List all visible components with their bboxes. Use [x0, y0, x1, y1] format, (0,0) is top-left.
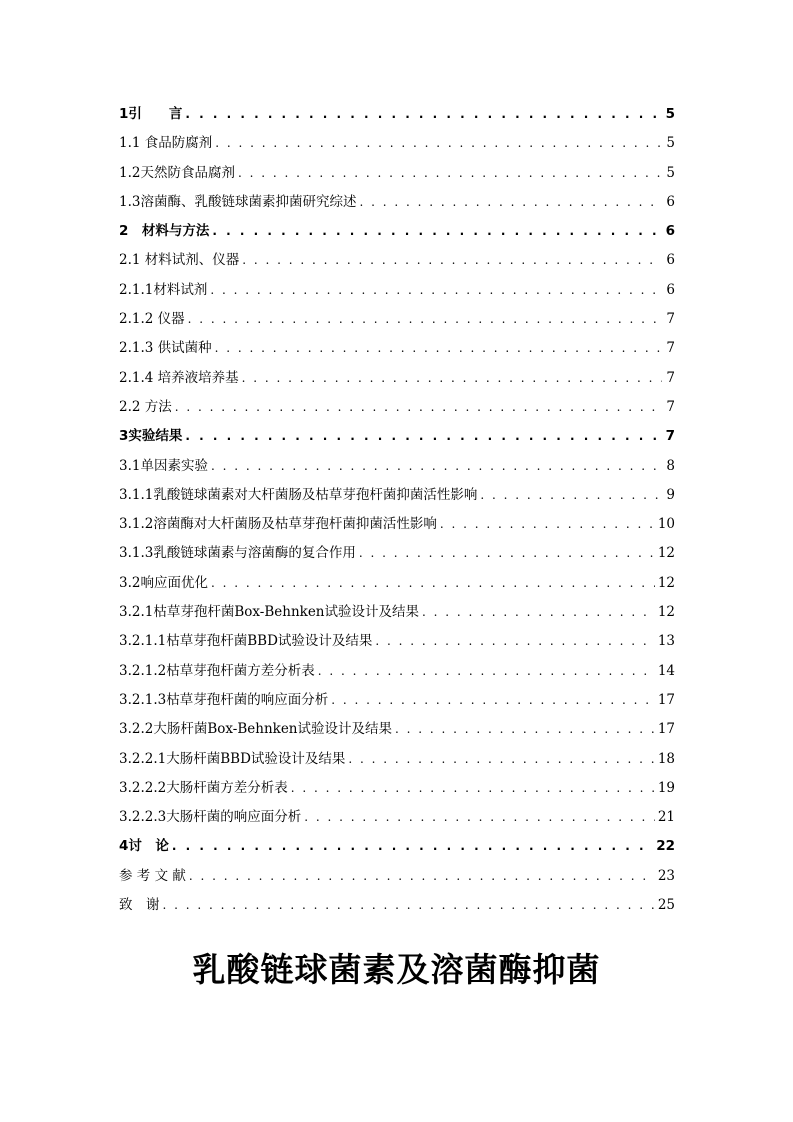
toc-entry[interactable] — [119, 393, 675, 422]
toc-entry[interactable] — [119, 129, 675, 158]
toc-entry[interactable] — [119, 276, 675, 305]
toc-entry-label: 3.1.3乳酸链球菌素与溶菌酶的复合作用 — [119, 545, 356, 562]
toc-entry[interactable] — [119, 217, 675, 246]
table-of-contents — [119, 100, 675, 920]
toc-dot-leader — [359, 188, 662, 217]
toc-entry[interactable] — [119, 598, 675, 627]
toc-dot-leader — [185, 100, 662, 129]
toc-entry-page-number: 7 — [666, 398, 675, 415]
toc-entry-page-number: 19 — [657, 779, 675, 796]
toc-entry-page-number: 22 — [656, 838, 675, 855]
toc-entry-page-number: 5 — [665, 106, 675, 122]
toc-entry-label: 3.2.2.1大肠杆菌BBD试验设计及结果 — [119, 750, 346, 767]
toc-entry[interactable] — [119, 803, 675, 832]
toc-entry[interactable] — [119, 159, 675, 188]
toc-dot-leader — [440, 510, 655, 539]
toc-dot-leader — [395, 715, 655, 744]
toc-entry-page-number: 6 — [666, 193, 675, 210]
toc-entry[interactable] — [119, 364, 675, 393]
toc-entry-label: 参 考 文 献 — [119, 867, 186, 884]
toc-dot-leader — [210, 276, 662, 305]
toc-entry[interactable] — [119, 422, 675, 451]
toc-entry-page-number: 21 — [657, 809, 675, 826]
toc-dot-leader — [189, 862, 655, 891]
toc-dot-leader — [185, 422, 662, 451]
toc-dot-leader — [331, 686, 655, 715]
toc-entry-label: 3.1.2溶菌酶对大杆菌肠及枯草芽孢杆菌抑菌活性影响 — [119, 516, 437, 533]
toc-entry-page-number: 7 — [666, 369, 675, 386]
toc-entry[interactable] — [119, 569, 675, 598]
document-title: 乳酸链球菌素及溶菌酶抑菌 — [192, 950, 601, 989]
toc-entry-page-number: 8 — [666, 457, 675, 474]
toc-entry-label: 2.1.4 培养液培养基 — [119, 369, 239, 386]
toc-entry-page-number: 17 — [657, 691, 675, 708]
toc-entry[interactable] — [119, 715, 675, 744]
toc-entry-page-number: 12 — [657, 604, 675, 621]
toc-dot-leader — [375, 627, 654, 656]
toc-entry-label: 3.2.1枯草芽孢杆菌Box-Behnken试验设计及结果 — [119, 604, 419, 621]
toc-dot-leader — [215, 129, 662, 158]
toc-entry-label: 3.2.1.1枯草芽孢杆菌BBD试验设计及结果 — [119, 633, 373, 650]
toc-entry[interactable] — [119, 481, 675, 510]
toc-dot-leader — [175, 393, 662, 422]
toc-entry[interactable] — [119, 305, 675, 334]
toc-dot-leader — [242, 246, 662, 275]
toc-entry[interactable] — [119, 246, 675, 275]
toc-entry[interactable] — [119, 627, 675, 656]
toc-dot-leader — [172, 832, 653, 861]
toc-entry-page-number: 6 — [666, 252, 675, 269]
toc-dot-leader — [291, 774, 655, 803]
toc-entry[interactable] — [119, 891, 675, 920]
toc-entry-label: 4讨 论 — [119, 838, 169, 855]
toc-entry-page-number: 7 — [666, 311, 675, 328]
toc-dot-leader — [348, 745, 654, 774]
toc-entry-label: 2 材料与方法 — [119, 223, 210, 240]
toc-entry-label: 2.1 材料试剂、仪器 — [119, 252, 240, 269]
toc-entry[interactable] — [119, 686, 675, 715]
toc-dot-leader — [318, 657, 655, 686]
toc-entry-page-number: 6 — [666, 281, 675, 298]
toc-entry-page-number: 5 — [666, 164, 675, 181]
toc-entry[interactable] — [119, 774, 675, 803]
toc-entry-label: 3.1单因素实验 — [119, 457, 208, 474]
toc-entry-label: 3.2响应面优化 — [119, 574, 208, 591]
toc-dot-leader — [215, 334, 662, 363]
toc-entry-label: 3.2.1.3枯草芽孢杆菌的响应面分析 — [119, 691, 329, 708]
toc-entry-page-number: 12 — [657, 574, 675, 591]
toc-dot-leader — [238, 159, 662, 188]
toc-dot-leader — [304, 803, 655, 832]
toc-entry-page-number: 17 — [657, 721, 675, 738]
toc-entry-page-number: 13 — [657, 633, 675, 650]
toc-entry-label: 1.2天然防食品腐剂 — [119, 164, 235, 181]
toc-dot-leader — [188, 305, 662, 334]
toc-entry-label: 1.3溶菌酶、乳酸链球菌素抑菌研究综述 — [119, 193, 357, 210]
toc-entry[interactable] — [119, 334, 675, 363]
toc-entry-label: 3.1.1乳酸链球菌素对大杆菌肠及枯草芽孢杆菌抑菌活性影响 — [119, 486, 478, 503]
toc-entry[interactable] — [119, 832, 675, 861]
toc-entry[interactable] — [119, 539, 675, 568]
toc-entry-label: 3.2.1.2枯草芽孢杆菌方差分析表 — [119, 662, 315, 679]
toc-entry[interactable] — [119, 452, 675, 481]
toc-dot-leader — [242, 364, 662, 393]
toc-entry-label: 2.1.3 供试菌种 — [119, 340, 212, 357]
toc-entry[interactable] — [119, 510, 675, 539]
toc-entry-page-number: 6 — [665, 223, 675, 240]
toc-entry-page-number: 10 — [657, 516, 675, 533]
toc-entry-page-number: 12 — [657, 545, 675, 562]
toc-dot-leader — [359, 539, 655, 568]
toc-entry-label: 2.1.1材料试剂 — [119, 281, 208, 298]
toc-entry-page-number: 7 — [666, 340, 675, 357]
toc-entry-page-number: 23 — [657, 867, 675, 884]
toc-dot-leader — [163, 891, 655, 920]
toc-entry-label: 1引 言 — [119, 106, 183, 122]
toc-entry[interactable] — [119, 657, 675, 686]
toc-entry-page-number: 25 — [657, 897, 675, 914]
toc-entry[interactable] — [119, 188, 675, 217]
toc-entry-label: 3实验结果 — [119, 428, 183, 445]
toc-entry-page-number: 9 — [666, 486, 675, 503]
toc-entry-label: 2.2 方法 — [119, 398, 172, 415]
toc-dot-leader — [211, 569, 655, 598]
toc-entry-label: 2.1.2 仪器 — [119, 311, 185, 328]
toc-dot-leader — [422, 598, 655, 627]
toc-entry[interactable] — [119, 862, 675, 891]
toc-entry-label: 3.2.2.2大肠杆菌方差分析表 — [119, 779, 288, 796]
toc-entry-label: 3.2.2.3大肠杆菌的响应面分析 — [119, 809, 302, 826]
toc-entry-label: 致 谢 — [119, 897, 160, 914]
toc-entry[interactable] — [119, 745, 675, 774]
toc-entry-label: 1.1 食品防腐剂 — [119, 135, 213, 152]
toc-dot-leader — [480, 481, 662, 510]
toc-entry-page-number: 5 — [666, 135, 675, 152]
toc-entry-page-number: 18 — [657, 750, 675, 767]
toc-entry-page-number: 7 — [665, 428, 675, 445]
toc-entry-label: 3.2.2大肠杆菌Box-Behnken试验设计及结果 — [119, 721, 392, 738]
toc-dot-leader — [211, 452, 662, 481]
toc-entry[interactable] — [119, 100, 675, 129]
toc-dot-leader — [212, 217, 662, 246]
toc-entry-page-number: 14 — [657, 662, 675, 679]
